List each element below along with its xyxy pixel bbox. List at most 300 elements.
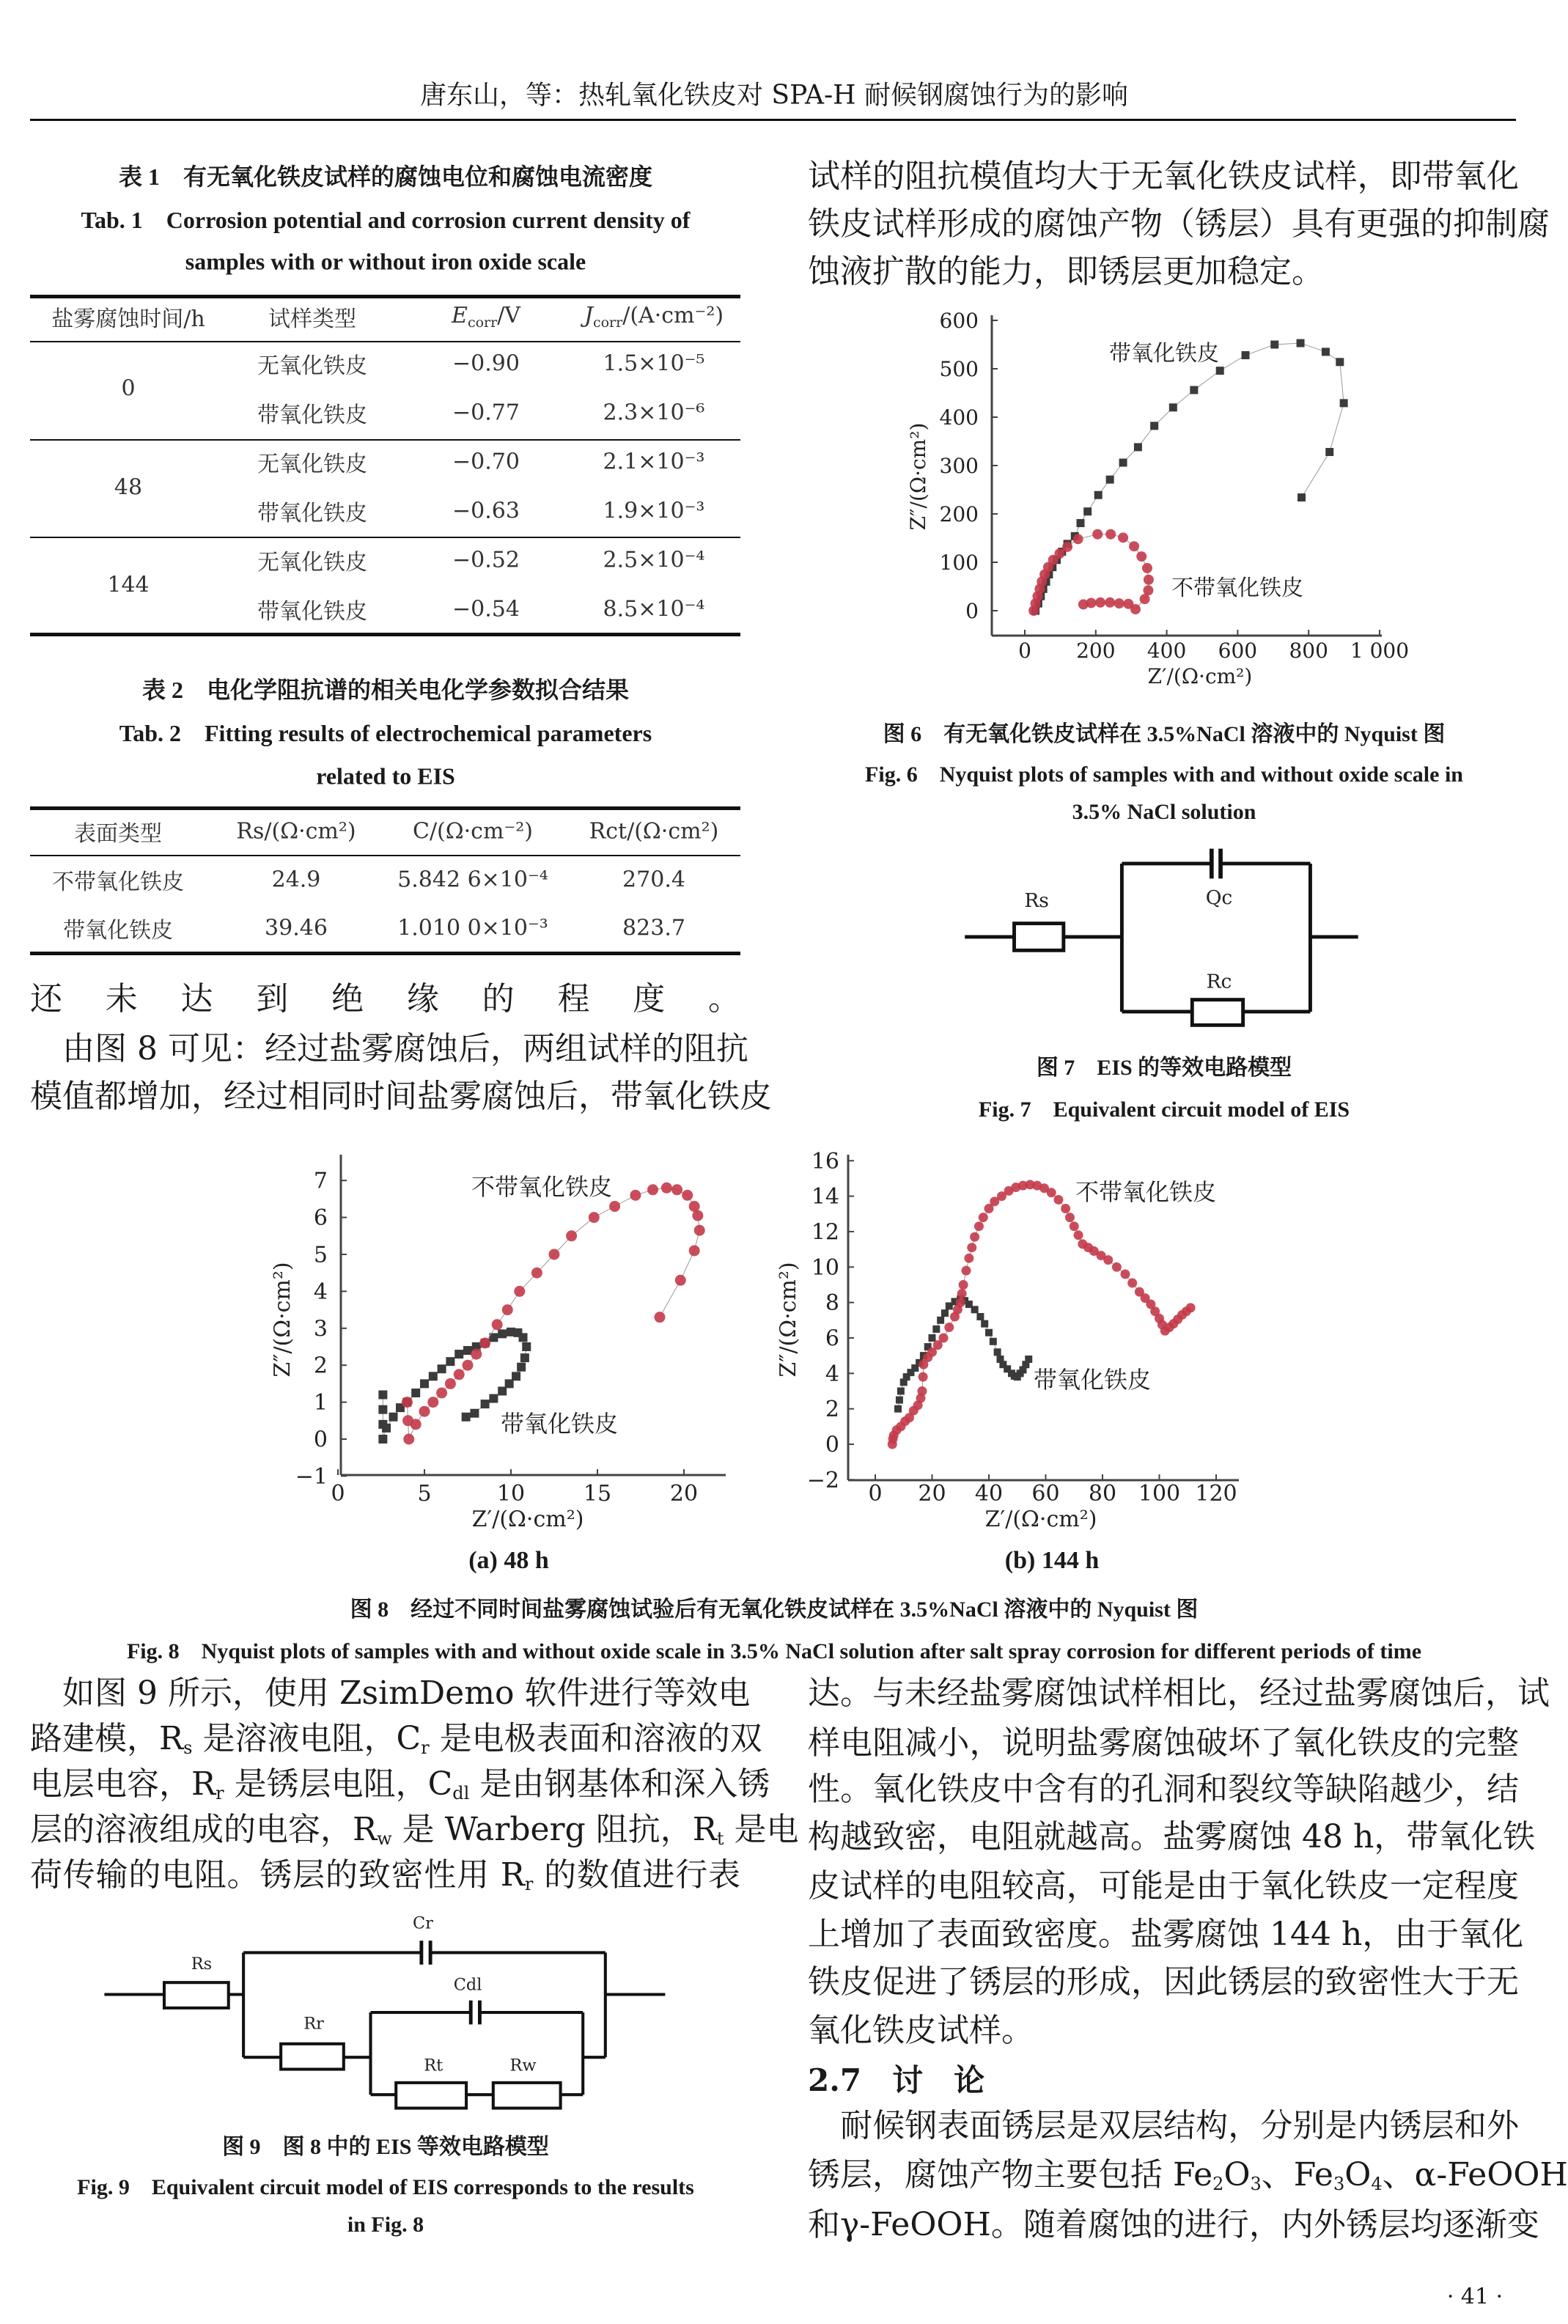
- table-rule: [30, 952, 740, 955]
- data-point: [957, 1295, 964, 1303]
- data-point: [1150, 1306, 1160, 1316]
- data-point: [502, 1304, 513, 1315]
- data-point: [378, 1420, 387, 1429]
- data-point: [1025, 1356, 1032, 1363]
- series-line: [383, 1332, 526, 1439]
- table-rule: [30, 295, 740, 298]
- table2-header: Rs/(Ω·cm²): [236, 818, 356, 845]
- text-line: 上增加了表面致密度。盐雾腐蚀 144 h，由于氧化: [808, 1916, 1524, 1953]
- data-point: [1045, 570, 1053, 578]
- cell: 带氧化铁皮: [63, 918, 173, 944]
- y-tick-label: 500: [939, 356, 979, 381]
- resistor-rt: [396, 2083, 466, 2108]
- fig6-caption-en-2: 3.5% NaCl solution: [1072, 800, 1256, 824]
- jcorr-symbol: J: [584, 303, 593, 328]
- data-point: [1186, 1303, 1196, 1312]
- cell-jcorr: 2.5×10⁻⁴: [603, 547, 705, 573]
- data-point: [941, 1309, 949, 1317]
- data-point: [1008, 1369, 1015, 1377]
- text-line: 模值都增加，经过相同时间盐雾腐蚀后，带氧化铁皮: [30, 1078, 772, 1115]
- data-point: [1011, 1183, 1020, 1192]
- table1-header-time: 盐雾腐蚀时间/h: [51, 306, 205, 332]
- table1-group: 0: [121, 375, 136, 402]
- fig8-caption-en: Fig. 8 Nyquist plots of samples with and without oxide scale in 3.5% NaCl solution after salt spray corrosion for different periods of time: [126, 1639, 1422, 1663]
- data-point: [1031, 598, 1041, 608]
- capacitor-cdl: [471, 2001, 479, 2025]
- series-with-oxide: [378, 1328, 531, 1444]
- y-tick-label: 0: [313, 1427, 328, 1453]
- data-point: [981, 1320, 988, 1328]
- cell-ecorr: −0.52: [452, 547, 520, 573]
- data-point: [1037, 592, 1045, 600]
- data-point: [900, 1416, 910, 1426]
- data-point: [1054, 548, 1064, 559]
- y-tick-label: 200: [939, 501, 979, 526]
- data-point: [937, 1317, 944, 1324]
- label-cdl: Cdl: [453, 1975, 482, 1995]
- y-tick-label: 400: [939, 405, 979, 430]
- series-line: [1036, 343, 1344, 611]
- cell: 不带氧化铁皮: [52, 869, 184, 895]
- data-point: [1004, 1365, 1011, 1372]
- x-axis-title: Z′/(Ω·cm²): [471, 1507, 584, 1532]
- data-point: [979, 1213, 988, 1222]
- x-tick-label: 0: [1018, 639, 1031, 663]
- data-point: [1297, 339, 1305, 348]
- y-tick-label: 5: [313, 1242, 328, 1268]
- fig8b-subcaption: (b) 144 h: [1004, 1547, 1100, 1574]
- cell: 5.842 6×10⁻⁴: [397, 867, 548, 893]
- data-point: [654, 1312, 665, 1323]
- y-tick-label: 0: [825, 1432, 839, 1458]
- x-tick-label: 100: [1138, 1481, 1181, 1507]
- data-point: [1094, 491, 1103, 499]
- data-point: [446, 1357, 454, 1366]
- data-point: [513, 1328, 522, 1337]
- data-point: [462, 1413, 471, 1422]
- data-point: [999, 1361, 1006, 1368]
- text-line: 和γ-FeOOH。随着腐蚀的进行，内外锈层均逐渐变: [808, 2206, 1539, 2243]
- data-point: [953, 1305, 962, 1314]
- y-axis-title: Z″/(Ω·cm²): [270, 1262, 295, 1378]
- data-point: [994, 1348, 1001, 1356]
- data-point: [1048, 563, 1056, 571]
- series-without-oxide: [402, 1183, 705, 1445]
- data-point: [919, 1360, 928, 1369]
- data-point: [1065, 1213, 1075, 1222]
- data-point: [916, 1394, 926, 1403]
- cell-ecorr: −0.77: [452, 400, 520, 426]
- cell-ecorr: −0.90: [452, 350, 520, 377]
- data-point: [1160, 1326, 1170, 1336]
- table-rule: [30, 855, 740, 856]
- data-point: [1150, 422, 1158, 430]
- fig9-circuit-diagram: [89, 1900, 688, 2125]
- data-point: [1086, 597, 1097, 608]
- data-point: [916, 1359, 923, 1367]
- data-point: [671, 1184, 682, 1195]
- table-rule: [30, 537, 740, 538]
- x-tick-label: 1 000: [1350, 639, 1410, 663]
- data-point: [1076, 519, 1084, 527]
- header-rule: [30, 119, 1516, 121]
- cell-type: 带氧化铁皮: [257, 402, 367, 428]
- fig9-caption-en-2: in Fig. 8: [347, 2213, 424, 2237]
- data-point: [402, 1397, 413, 1408]
- table1-group: 48: [114, 474, 143, 501]
- y-tick-label: 8: [825, 1290, 839, 1317]
- fig9-caption-cn: 图 9 图 8 中的 EIS 等效电路模型: [222, 2135, 549, 2159]
- fig7-circuit-diagram: [957, 838, 1369, 1040]
- text-line: 达。与未经盐雾腐蚀试样相比，经过盐雾腐蚀后，试: [808, 1674, 1550, 1712]
- data-point: [1026, 1180, 1035, 1189]
- y-tick-label: 2: [825, 1397, 839, 1423]
- y-tick-label: 300: [939, 453, 979, 478]
- data-point: [1127, 1279, 1137, 1288]
- data-point: [505, 1379, 514, 1388]
- x-tick-label: 5: [417, 1481, 432, 1507]
- data-point: [952, 1298, 959, 1305]
- data-point: [964, 1254, 973, 1263]
- data-point: [1083, 507, 1092, 515]
- data-point: [419, 1406, 430, 1417]
- series-label: 带氧化铁皮: [500, 1410, 619, 1438]
- data-point: [933, 1340, 943, 1350]
- table2-title-en: Tab. 2 Fitting results of electrochemical parameters: [119, 720, 652, 746]
- data-point: [924, 1343, 932, 1350]
- table1-title-cn: 表 1 有无氧化铁皮试样的腐蚀电位和腐蚀电流密度: [118, 163, 653, 190]
- y-tick-label: 2: [313, 1353, 328, 1379]
- data-point: [971, 1306, 979, 1313]
- data-point: [1097, 1251, 1106, 1260]
- data-point: [1032, 1181, 1042, 1191]
- data-point: [974, 1221, 984, 1231]
- data-point: [472, 1342, 481, 1351]
- y-axis-title: Z″/(Ω·cm²): [776, 1262, 801, 1378]
- data-point: [1105, 597, 1115, 608]
- data-point: [445, 1378, 456, 1389]
- data-point: [959, 1280, 968, 1290]
- data-point: [1064, 540, 1072, 548]
- data-point: [1169, 403, 1177, 411]
- x-tick-label: 80: [1088, 1481, 1117, 1507]
- data-point: [1165, 1323, 1174, 1332]
- series-label: 不带氧化铁皮: [1171, 576, 1303, 601]
- data-point: [1136, 551, 1146, 562]
- data-point: [946, 1302, 953, 1309]
- data-point: [923, 1353, 932, 1362]
- label-qc: Qc: [1205, 886, 1233, 910]
- data-point: [389, 1413, 398, 1422]
- data-point: [950, 1312, 960, 1321]
- data-point: [661, 1183, 672, 1194]
- data-point: [894, 1405, 902, 1413]
- cell-type: 无氧化铁皮: [257, 550, 367, 576]
- series-label: 不带氧化铁皮: [1075, 1178, 1217, 1206]
- data-point: [1216, 367, 1224, 375]
- data-point: [411, 1419, 422, 1430]
- text-line: 耐候钢表面锈层是双层结构，分别是内锈层和外: [808, 2107, 1519, 2144]
- table-rule: [30, 806, 740, 810]
- text-line: 样电阻减小，说明盐雾腐蚀破坏了氧化铁皮的完整: [808, 1724, 1519, 1762]
- data-point: [1039, 1183, 1049, 1193]
- data-point: [1061, 1204, 1070, 1213]
- text-line: 皮试样的电阻较高，可能是由于氧化铁皮一定程度: [808, 1867, 1519, 1905]
- table1-title-en-2: samples with or without iron oxide scale: [185, 248, 586, 275]
- data-point: [919, 1372, 928, 1382]
- data-point: [463, 1346, 472, 1355]
- data-point: [1020, 1366, 1027, 1373]
- cell: 39.46: [265, 915, 328, 941]
- series-without-oxide: [1028, 529, 1154, 616]
- data-point: [1062, 542, 1072, 552]
- data-point: [1034, 584, 1045, 594]
- data-point: [507, 1328, 515, 1336]
- resistor-rs: [164, 1982, 229, 2008]
- data-point: [694, 1225, 705, 1236]
- series-line: [1034, 534, 1149, 611]
- data-point: [454, 1350, 463, 1358]
- text-line: 荷传输的电阻。锈层的致密性用 $R_r$ 的数值进行表: [30, 1856, 740, 1894]
- cell-type: 无氧化铁皮: [257, 353, 367, 379]
- label-rs: Rs: [1024, 889, 1049, 913]
- cell: 1.010 0×10⁻³: [397, 915, 548, 941]
- data-point: [889, 1430, 899, 1440]
- data-point: [1089, 1246, 1099, 1256]
- y-tick-label: 6: [313, 1205, 328, 1232]
- data-point: [1141, 1293, 1150, 1303]
- data-point: [932, 1325, 940, 1333]
- text-line: 路建模，$R_s$ 是溶液电阻，$C_r$ 是电极表面和溶液的双: [30, 1720, 762, 1758]
- data-point: [1074, 1230, 1083, 1240]
- x-tick-label: 200: [1076, 639, 1116, 663]
- data-point: [609, 1201, 620, 1212]
- text-line: 层的溶液组成的电容，$R_w$ 是 Warberg 阻抗，$R_t$ 是电: [30, 1811, 799, 1849]
- cell-ecorr: −0.70: [452, 449, 520, 475]
- data-point: [549, 1249, 560, 1260]
- series-label: 不带氧化铁皮: [471, 1173, 613, 1201]
- data-point: [1058, 548, 1066, 556]
- data-point: [961, 1297, 968, 1304]
- x-tick-label: 60: [1031, 1481, 1060, 1507]
- x-tick-label: 20: [918, 1481, 946, 1507]
- data-point: [976, 1313, 984, 1320]
- fig6-caption-cn: 图 6 有无氧化铁皮试样在 3.5%NaCl 溶液中的 Nyquist 图: [883, 722, 1446, 746]
- x-tick-label: 600: [1218, 639, 1258, 663]
- data-point: [411, 1389, 420, 1397]
- data-point: [965, 1301, 973, 1308]
- data-point: [905, 1413, 914, 1422]
- y-tick-label: 100: [939, 550, 979, 575]
- y-tick-label: −2: [806, 1467, 839, 1493]
- data-point: [888, 1434, 898, 1444]
- data-point: [403, 1434, 414, 1445]
- data-point: [896, 1397, 903, 1404]
- cell-ecorr: −0.63: [452, 498, 520, 524]
- data-point: [471, 1349, 482, 1360]
- data-point: [519, 1333, 528, 1342]
- data-point: [1190, 386, 1198, 394]
- data-point: [489, 1333, 498, 1342]
- data-point: [1105, 529, 1116, 540]
- data-point: [1053, 1195, 1063, 1205]
- data-point: [1155, 1314, 1164, 1323]
- data-point: [967, 1243, 976, 1252]
- y-tick-label: 12: [811, 1219, 839, 1246]
- data-point: [1134, 443, 1142, 451]
- ecorr-symbol: E: [452, 303, 468, 328]
- data-point: [498, 1329, 507, 1338]
- y-tick-label: 6: [825, 1325, 839, 1352]
- data-point: [396, 1403, 405, 1412]
- table1-group: 144: [107, 572, 150, 598]
- data-point: [970, 1232, 979, 1242]
- data-point: [920, 1352, 927, 1359]
- data-point: [907, 1369, 914, 1376]
- cell-jcorr: 2.1×10⁻³: [603, 449, 705, 475]
- data-point: [498, 1386, 507, 1395]
- data-point: [1340, 399, 1348, 407]
- table2-title-en-2: related to EIS: [316, 762, 455, 790]
- cell-jcorr: 1.5×10⁻⁵: [603, 350, 705, 377]
- data-point: [531, 1268, 542, 1279]
- table-rule: [30, 633, 740, 636]
- data-point: [1182, 1306, 1191, 1316]
- data-point: [1114, 598, 1125, 608]
- data-point: [492, 1319, 503, 1330]
- series-without-oxide: [888, 1180, 1196, 1449]
- data-point: [1298, 493, 1306, 501]
- data-point: [689, 1201, 700, 1212]
- text-line: 试样的阻抗模值均大于无氧化铁皮试样，即带氧化: [808, 158, 1519, 195]
- data-point: [1168, 1319, 1178, 1328]
- fig8b-chart: [776, 1149, 1239, 1532]
- data-point: [481, 1339, 490, 1347]
- data-point: [1032, 591, 1042, 601]
- text-line: 蚀液扩散的能力，即锈层更加稳定。: [808, 253, 1324, 290]
- x-tick-label: 0: [331, 1481, 345, 1507]
- data-point: [566, 1230, 577, 1241]
- data-point: [1270, 341, 1278, 349]
- data-point: [692, 1210, 703, 1221]
- y-tick-label: −1: [295, 1463, 328, 1490]
- data-point: [454, 1369, 465, 1380]
- table1-title-en: Tab. 1 Corrosion potential and corrosion current density of: [81, 207, 691, 233]
- x-tick-label: 15: [583, 1481, 612, 1507]
- text-line: 铁皮试样形成的腐蚀产物（锈层）具有更强的抑制腐: [808, 205, 1550, 243]
- data-point: [1129, 541, 1139, 551]
- data-point: [1071, 532, 1079, 540]
- data-point: [1017, 1369, 1024, 1377]
- fig8-caption-cn: 图 8 经过不同时间盐雾腐蚀试验后有无氧化铁皮试样在 3.5%NaCl 溶液中的 Nyquist 图: [350, 1597, 1199, 1622]
- fig6-caption-en: Fig. 6 Nyquist plots of samples with and without oxide scale in: [865, 762, 1463, 787]
- data-point: [517, 1363, 526, 1372]
- table2-header: 表面类型: [74, 821, 162, 847]
- data-point: [984, 1204, 994, 1213]
- data-point: [1039, 570, 1050, 580]
- data-point: [997, 1356, 1004, 1363]
- data-point: [1028, 606, 1039, 616]
- data-point: [927, 1347, 937, 1357]
- fig8a-subcaption: (a) 48 h: [468, 1547, 549, 1574]
- series-label: 带氧化铁皮: [1033, 1366, 1152, 1394]
- data-point: [1037, 576, 1047, 586]
- data-point: [1123, 599, 1133, 609]
- x-tick-label: 800: [1289, 639, 1328, 663]
- fig7-caption-en: Fig. 7 Equivalent circuit model of EIS: [978, 1097, 1350, 1122]
- cell: 270.4: [622, 867, 685, 893]
- data-point: [675, 1275, 686, 1286]
- data-point: [520, 1353, 529, 1362]
- data-point: [1011, 1372, 1018, 1380]
- data-point: [957, 1289, 967, 1298]
- data-point: [463, 1360, 474, 1371]
- y-tick-label: 7: [313, 1168, 328, 1194]
- x-tick-label: 10: [496, 1481, 526, 1507]
- y-axis-title: Z″/(Ω·cm²): [906, 422, 930, 531]
- table1-header-type: 试样类型: [268, 306, 356, 332]
- label-cr: Cr: [412, 1913, 433, 1933]
- data-point: [402, 1398, 411, 1407]
- x-tick-label: 0: [868, 1481, 883, 1507]
- data-point: [1083, 1243, 1093, 1252]
- x-axis-title: Z′/(Ω·cm²): [984, 1507, 1097, 1532]
- text-line: 还未达到绝缘的程度。: [30, 980, 740, 1018]
- data-point: [1119, 459, 1127, 467]
- resistor-rs: [1015, 924, 1064, 951]
- table2-title-cn: 表 2 电化学阻抗谱的相关电化学参数拟合结果: [141, 677, 630, 703]
- resistor-rc: [1192, 1000, 1243, 1026]
- text-line: 锈层，腐蚀产物主要包括 $Fe_2O_3$、$Fe_3O_4$、α-FeOOH: [808, 2156, 1568, 2194]
- data-point: [420, 1379, 429, 1388]
- data-point: [896, 1422, 905, 1431]
- x-tick-label: 120: [1195, 1481, 1237, 1507]
- data-point: [1095, 597, 1105, 608]
- y-tick-label: 1: [313, 1390, 328, 1416]
- data-point: [682, 1190, 693, 1201]
- data-point: [1070, 1221, 1079, 1231]
- data-point: [997, 1191, 1006, 1201]
- y-tick-label: 600: [939, 308, 979, 333]
- series-line: [892, 1185, 1190, 1444]
- data-point: [990, 1196, 999, 1206]
- fig7-caption-cn: 图 7 EIS 的等效电路模型: [1036, 1056, 1292, 1080]
- data-point: [1048, 555, 1059, 565]
- data-point: [438, 1364, 446, 1373]
- x-axis-title: Z′/(Ω·cm²): [1147, 664, 1253, 688]
- fig8a-chart: [270, 1155, 726, 1532]
- label-rc: Rc: [1206, 970, 1232, 993]
- data-point: [1121, 1269, 1130, 1279]
- text-line: 由图 8 可见：经过盐雾腐蚀后，两组试样的阻抗: [30, 1030, 748, 1067]
- data-point: [1143, 585, 1153, 595]
- resistor-rr: [281, 2044, 344, 2070]
- table1-header-ecorr: $E_{corr}/V$: [452, 303, 520, 331]
- label-rs: Rs: [191, 1954, 213, 1974]
- data-point: [1157, 1320, 1167, 1329]
- data-point: [1042, 578, 1050, 586]
- series-with-oxide: [894, 1295, 1032, 1413]
- cell: 24.9: [271, 867, 321, 893]
- data-point: [589, 1212, 600, 1223]
- text-line: 性。氧化铁皮中含有的孔洞和裂纹等缺陷越少，结: [808, 1770, 1519, 1808]
- y-tick-label: 10: [811, 1254, 839, 1281]
- data-point: [929, 1334, 936, 1342]
- data-point: [1043, 562, 1053, 573]
- data-point: [378, 1391, 387, 1400]
- text-line: 氧化铁皮试样。: [808, 2012, 1034, 2049]
- y-tick-label: 4: [313, 1279, 328, 1305]
